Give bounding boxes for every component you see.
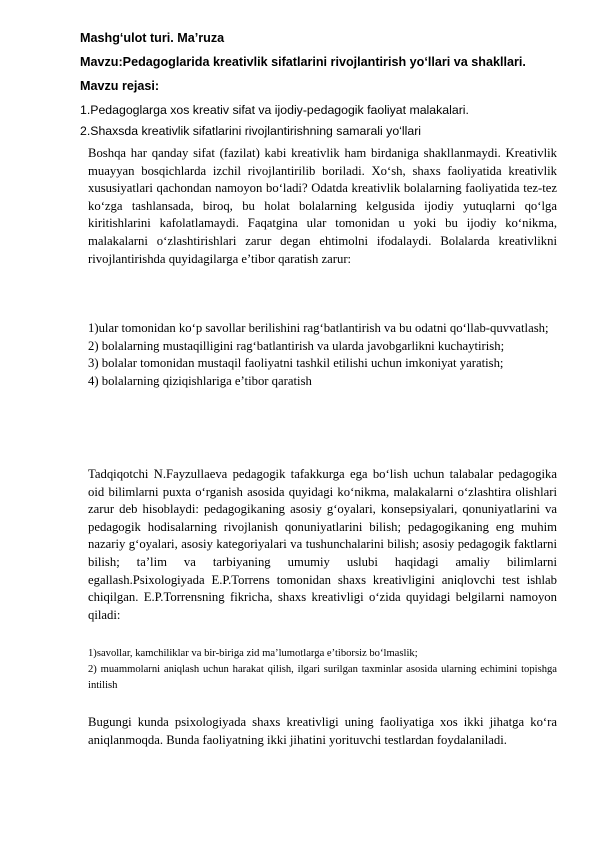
list-item: 1)ular tomonidan ko‘p savollar berilishini rag‘batlantirish va bu odatni qo‘llab-quvvatlash;	[88, 321, 549, 335]
plan-item-1: 1.Pedagoglarga xos kreativ sifat va ijodiy-pedagogik faoliyat malakalari.	[80, 103, 469, 117]
list-torrens-signs	[88, 646, 557, 694]
list-item: 3) bolalar tomonidan mustaqil faoliyatni tashkil etilishi uchun imkoniyat yaratish;	[88, 356, 504, 371]
paragraph-fayzullaeva-torrens: Tadqiqotchi N.Fayzullaeva pedagogik tafakkurga ega bo‘lish uchun talabalar pedagogika oid bilimlarni puxta o‘rganish asosida quyidagi ko‘nikma, malakalarni o‘zlashtira olishlari zarur deb hisoblaydi: pedagogikaning asosiy g‘oyalari, konsepsiyalari, qonuniyatlarini va pedagogik hodisalarning rivojlanish qonuniyatlarini bilish; pedagogikaning eng muhim nazariy g‘oyalari, asosiy kategoriyalari va tushunchalarini bilish; asosiy pedagogik faktlarni bilish; ta’lim va tarbiyaning umumiy uslubi haqidagi amaliy bilimlarni egallash.Psixologiyada E.P.Torrens tomonidan shaxs kreativligini aniqlovchi test ishlab chiqilgan. E.P.Torrensning fikricha, shaxs kreativligi o‘zida quyidagi belgilarni namoyon qiladi:	[88, 467, 557, 622]
list-item: 4) bolalarning qiziqishlariga e’tibor qaratish	[88, 373, 312, 388]
paragraph-conclusion: Bugungi kunda psixologiyada shaxs kreativligi uning faoliyatiga xos ikki jihatga ko‘ra aniqlanmoqda. Bunda faoliyatning ikki jihatini yorituvchi testlardan foydalaniladi.	[88, 715, 557, 747]
paragraph-kreativlik-intro: Boshqa har qanday sifat (fazilat) kabi kreativlik ham birdaniga shakllanmaydi. Kreativlik muayyan bosqichlarda izchil rivojlantirilib boriladi. Xo‘sh, shaxs faoliyatida kreativlik xususiyatlari qachondan namoyon bo‘ladi? Odatda kreativlik bolalarning faoliyatida tez-tez ko‘zga tashlansada, biroq, bu holat bolalarning kelgusida ijodiy yutuqlarni qo‘lga kiritishlarini kafolatlamaydi. Faqatgina ular tomonidan u yoki bu ijodiy ko‘nikma, malakalarni o‘zlashtirishlari zarur degan ehtimolni ifodalaydi. Bolalarda kreativlikni rivojlantirishda quyidagilarga e’tibor qaratish zarur:	[88, 146, 557, 266]
list-item: 1)savollar, kamchiliklar va bir-biriga zid ma’lumotlarga e’tiborsiz bo‘lmaslik;	[88, 648, 418, 659]
plan-title: Mavzu rejasi:	[80, 79, 160, 93]
topic-heading: Mavzu:Pedagoglarida kreativlik sifatlarini rivojlantirish yo‘llari va shakllari.	[80, 55, 526, 69]
list-item: 2) muammolarni aniqlash uchun harakat qilish, ilgari surilgan taxminlar asosida ularning echimini topishga intilish	[88, 664, 557, 691]
lesson-type-heading: Mashg‘ulot turi. Ma’ruza	[80, 31, 225, 45]
list-child-creativity	[88, 320, 557, 390]
list-item: 2) bolalarning mustaqilligini rag‘batlantirish va ularda javobgarlikni kuchaytirish;	[88, 338, 505, 353]
plan-item-2: 2.Shaxsda kreativlik sifatlarini rivojlantirishning samarali yo‘llari	[80, 124, 422, 138]
